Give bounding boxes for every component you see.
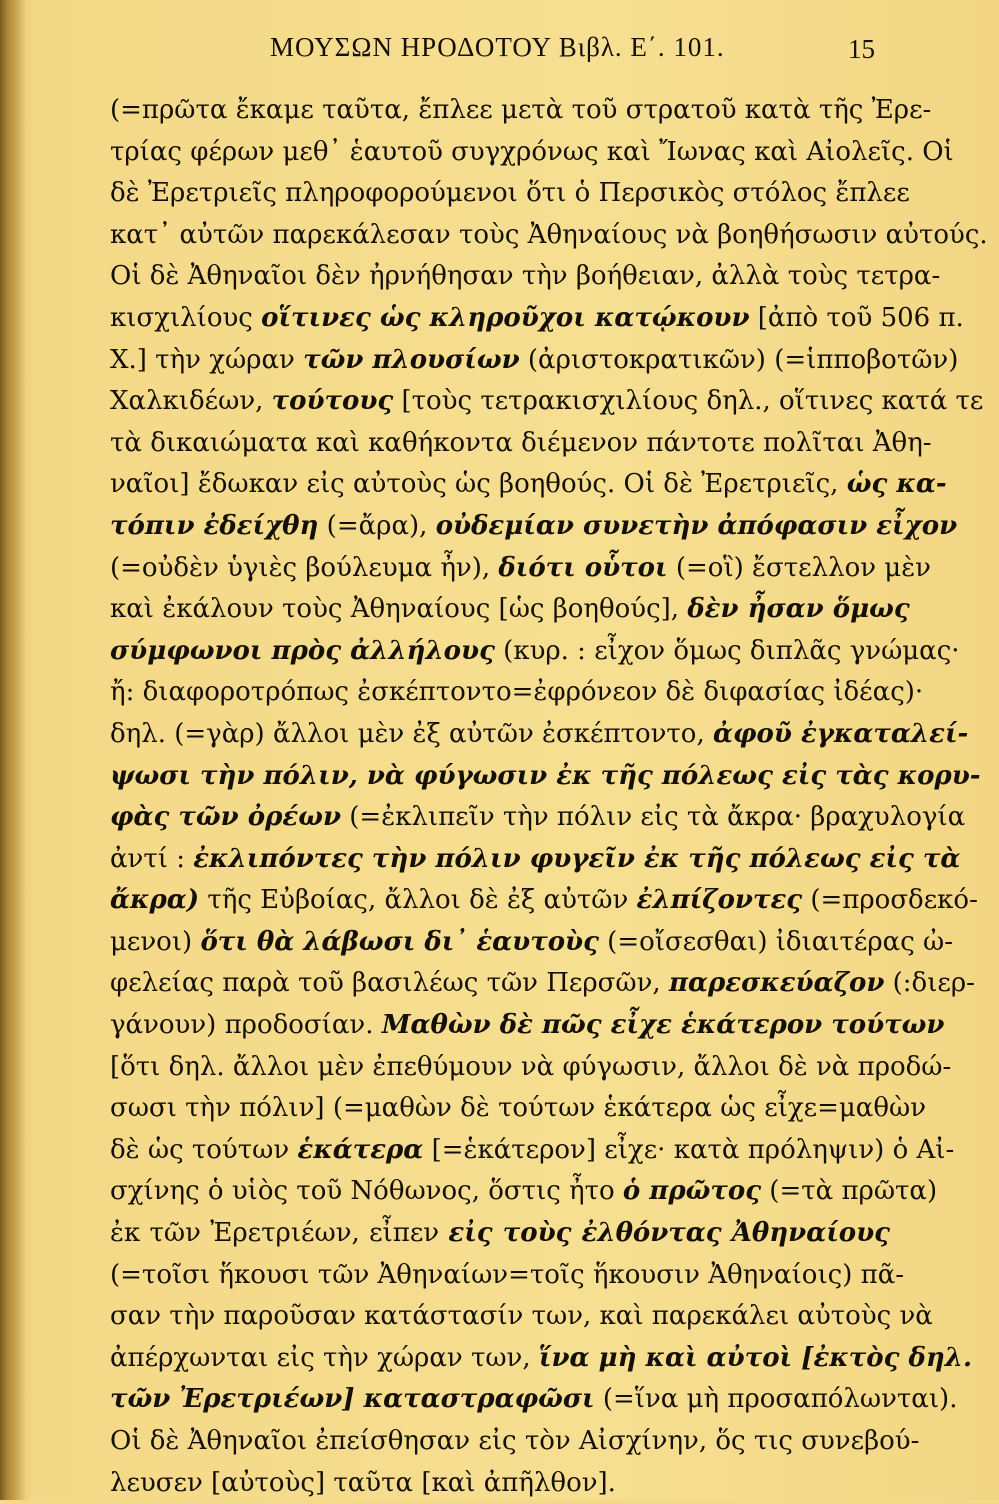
text-run: ἐκ τῶν Ἐρετριέων, εἶπεν: [110, 1218, 449, 1249]
text-run: Οἱ δὲ Ἀθηναῖοι ἐπείσθησαν εἰς τὸν Αἰσχίνην, ὅς τις συνεβού-: [110, 1426, 920, 1456]
lemma-bold: οἵτινες ὡς κληροῦχοι κατῴκουν: [261, 302, 750, 333]
text-line: [110, 1171, 938, 1213]
text-line: [110, 1005, 945, 1047]
text-line: [110, 1421, 920, 1463]
text-run: (κυρ. : εἶχον ὅμως διπλᾶς γνώμας·: [494, 635, 960, 666]
text-run: δηλ. (=γὰρ) ἄλλοι μὲν ἐξ αὐτῶν ἐσκέπτοντο,: [110, 718, 713, 749]
text-run: ἀντί :: [110, 843, 194, 874]
text-run: (=οἳ) ἔστελλον μὲν: [667, 552, 931, 583]
text-run: τῆς Εὐβοίας, ἄλλοι δὲ ἐξ αὐτῶν: [199, 885, 637, 916]
text-run: τρίας φέρων μεθ᾽ ἑαυτοῦ συγχρόνως καὶ Ἴωνας καὶ Αἰολεῖς. Οἱ: [110, 136, 954, 167]
text-run: Χ.] τὴν χώραν: [110, 344, 304, 375]
text-line: [110, 963, 975, 1005]
text-line: [110, 256, 941, 298]
text-run: (=ἐκλιπεῖν τὴν πόλιν εἰς τὰ ἄκρα· βραχυλογία: [341, 802, 966, 833]
text-run: μενοι): [110, 926, 201, 957]
lemma-bold: ἵνα μὴ καὶ αὐτοὶ [ἐκτὸς δηλ.: [538, 1342, 973, 1373]
text-run: (=πρῶτα ἔκαμε ταῦτα, ἔπλεε μετὰ τοῦ στρατοῦ κατὰ τῆς Ἐρε-: [110, 95, 932, 125]
text-run: (=οὐδὲν ὑγιὲς βούλευμα ἦν),: [110, 552, 499, 583]
lemma-bold: ἑκάτερα: [297, 1134, 424, 1165]
text-run: δὲ Ἐρετριεῖς πληροφορούμενοι ὅτι ὁ Περσικὸς στόλος ἔπλεε: [110, 178, 910, 209]
text-line: [110, 1338, 973, 1380]
text-line: [110, 839, 961, 881]
text-line: [110, 756, 981, 798]
text-run: (ἀριστοκρατικῶν) (=ἱπποβοτῶν): [519, 344, 959, 375]
lemma-bold: τούτους: [271, 386, 394, 417]
text-line: [110, 464, 947, 506]
text-run: σωσι τὴν πόλιν] (=μαθὼν δὲ τούτων ἑκάτερα ὡς εἶχε=μαθὼν: [110, 1093, 927, 1124]
lemma-bold: τῶν πλουσίων: [303, 344, 520, 375]
text-run: καὶ ἐκάλουν τοὺς Ἀθηναίους [ὡς βοηθούς],: [110, 594, 688, 625]
lemma-bold: εἰς τοὺς ἐλθόντας Ἀθηναίους: [448, 1218, 891, 1249]
text-run: (=ἵνα μὴ προσαπόλωνται).: [594, 1384, 958, 1415]
lemma-bold: ὡς κα-: [846, 469, 947, 500]
text-line: [110, 548, 931, 590]
text-run: λευσεν [αὐτοὺς] ταῦτα [καὶ ἀπῆλθον].: [110, 1467, 616, 1498]
lemma-bold: τῶν Ἐρετριέων] καταστραφῶσι: [110, 1384, 595, 1415]
text-run: κισχιλίους: [110, 302, 262, 333]
text-run: (=τοῖσι ἥκουσι τῶν Ἀθηναίων=τοῖς ἥκουσιν Ἀθηναίοις) πᾶ-: [110, 1259, 905, 1290]
text-line: [110, 797, 966, 839]
text-line: [110, 672, 924, 714]
text-line: [110, 1379, 958, 1421]
text-line: [110, 423, 932, 465]
text-run: φελείας παρὰ τοῦ βασιλέως τῶν Περσῶν,: [110, 968, 669, 999]
text-line: [110, 340, 959, 382]
text-line: [110, 381, 984, 423]
text-run: σχίνης ὁ υἱὸς τοῦ Νόθωνος, ὅστις ἦτο: [110, 1176, 623, 1207]
text-run: [=ἑκάτερον] εἶχε· κατὰ πρόληψιν) ὁ Αἰ-: [423, 1134, 955, 1165]
text-run: κατ᾽ αὐτῶν παρεκάλεσαν τοὺς Ἀθηναίους νὰ βοηθήσωσιν αὐτούς.: [110, 219, 988, 250]
text-line: [110, 1463, 890, 1504]
text-line: [110, 1088, 927, 1130]
text-run: Οἱ δὲ Ἀθηναῖοι δὲν ἠρνήθησαν τὴν βοήθειαν, ἀλλὰ τοὺς τετρα-: [110, 261, 941, 292]
text-line: [110, 1047, 952, 1089]
text-run: (=ἄρα),: [318, 510, 436, 541]
text-run: [ἀπὸ τοῦ 506 π.: [749, 302, 964, 333]
text-line: [110, 173, 910, 215]
lemma-bold: διότι οὗτοι: [498, 552, 668, 583]
text-run: ἀπέρχωνται εἰς τὴν χώραν των,: [110, 1342, 539, 1373]
text-line: [110, 714, 969, 756]
text-line: [110, 215, 988, 257]
text-line: [110, 1213, 890, 1255]
text-line: [110, 1255, 905, 1297]
lemma-bold: οὐδεμίαν συνετὴν ἀπόφασιν εἶχον: [435, 510, 958, 541]
text-line: [110, 922, 954, 964]
lemma-bold: Μαθὼν δὲ πῶς εἶχε ἑκάτερον τούτων: [381, 1010, 945, 1041]
text-line: [110, 880, 978, 922]
text-run: γάνουν) προδοσίαν.: [110, 1010, 382, 1041]
text-line: [110, 298, 964, 340]
text-line: [110, 506, 958, 548]
text-run: ναῖοι] ἔδωκαν εἰς αὐτοὺς ὡς βοηθούς. Οἱ δὲ Ἐρετριεῖς,: [110, 469, 847, 500]
lemma-bold: φὰς τῶν ὀρέων: [110, 802, 341, 833]
text-run: [ὅτι δηλ. ἄλλοι μὲν ἐπεθύμουν νὰ φύγωσιν, ἄλλοι δὲ νὰ προδώ-: [110, 1051, 952, 1082]
text-run: (:διερ-: [884, 968, 975, 999]
text-line: [110, 1296, 933, 1338]
text-line: [110, 631, 960, 673]
text-line: [110, 1130, 955, 1172]
lemma-bold: τόπιν ἐδείχθη: [110, 510, 319, 541]
lemma-bold: ἐκλιπόντες τὴν πόλιν φυγεῖν ἐκ τῆς πόλεως εἰς τὰ: [193, 843, 961, 874]
lemma-bold: ὅτι θὰ λάβωσι δι᾽ ἑαυτοὺς: [200, 926, 599, 957]
text-line: [110, 132, 954, 174]
text-run: ἤ: διαφοροτρόπως ἐσκέπτοντο=ἐφρόνεον δὲ διφασίας ἰδέας)·: [110, 677, 924, 708]
text-run: τὰ δικαιώματα καὶ καθήκοντα διέμενον πάντοτε πολῖται Ἀθη-: [110, 427, 932, 458]
lemma-bold: ἄκρα): [110, 885, 200, 916]
lemma-bold: ὁ πρῶτος: [622, 1176, 762, 1207]
lemma-bold: ψωσι τὴν πόλιν, νὰ φύγωσιν ἐκ τῆς πόλεως εἰς τὰς κορυ-: [110, 760, 981, 791]
lemma-bold: σύμφωνοι πρὸς ἀλλήλους: [110, 635, 495, 666]
text-run: (=προσδεκό-: [802, 885, 978, 916]
commentary-text: [110, 90, 988, 1504]
text-run: (=τὰ πρῶτα): [761, 1176, 938, 1207]
lemma-bold: ἐλπίζοντες: [636, 885, 803, 916]
text-line: [110, 589, 910, 631]
lemma-bold: παρεσκεύαζον: [668, 968, 885, 999]
running-title: ΜΟΥΣΩΝ ΗΡΟΔΟΤΟΥ Βιβλ. Ε΄. 101.: [270, 32, 725, 62]
page-number: 15: [848, 34, 875, 64]
binding-gutter: [0, 0, 26, 1500]
text-run: Χαλκιδέων,: [110, 386, 272, 417]
lemma-bold: δὲν ἦσαν ὅμως: [687, 594, 910, 625]
text-run: [τοὺς τετρακισχιλίους δηλ., οἵτινες κατά τε: [393, 386, 984, 417]
text-run: δὲ ὡς τούτων: [110, 1134, 298, 1165]
text-run: σαν τὴν παροῦσαν κατάστασίν των, καὶ παρεκάλει αὐτοὺς νὰ: [110, 1301, 933, 1332]
lemma-bold: ἀφοῦ ἐγκαταλεί-: [712, 718, 969, 749]
text-run: (=οἴσεσθαι) ἰδιαιτέρας ὠ-: [598, 926, 954, 957]
text-line: [110, 90, 932, 132]
